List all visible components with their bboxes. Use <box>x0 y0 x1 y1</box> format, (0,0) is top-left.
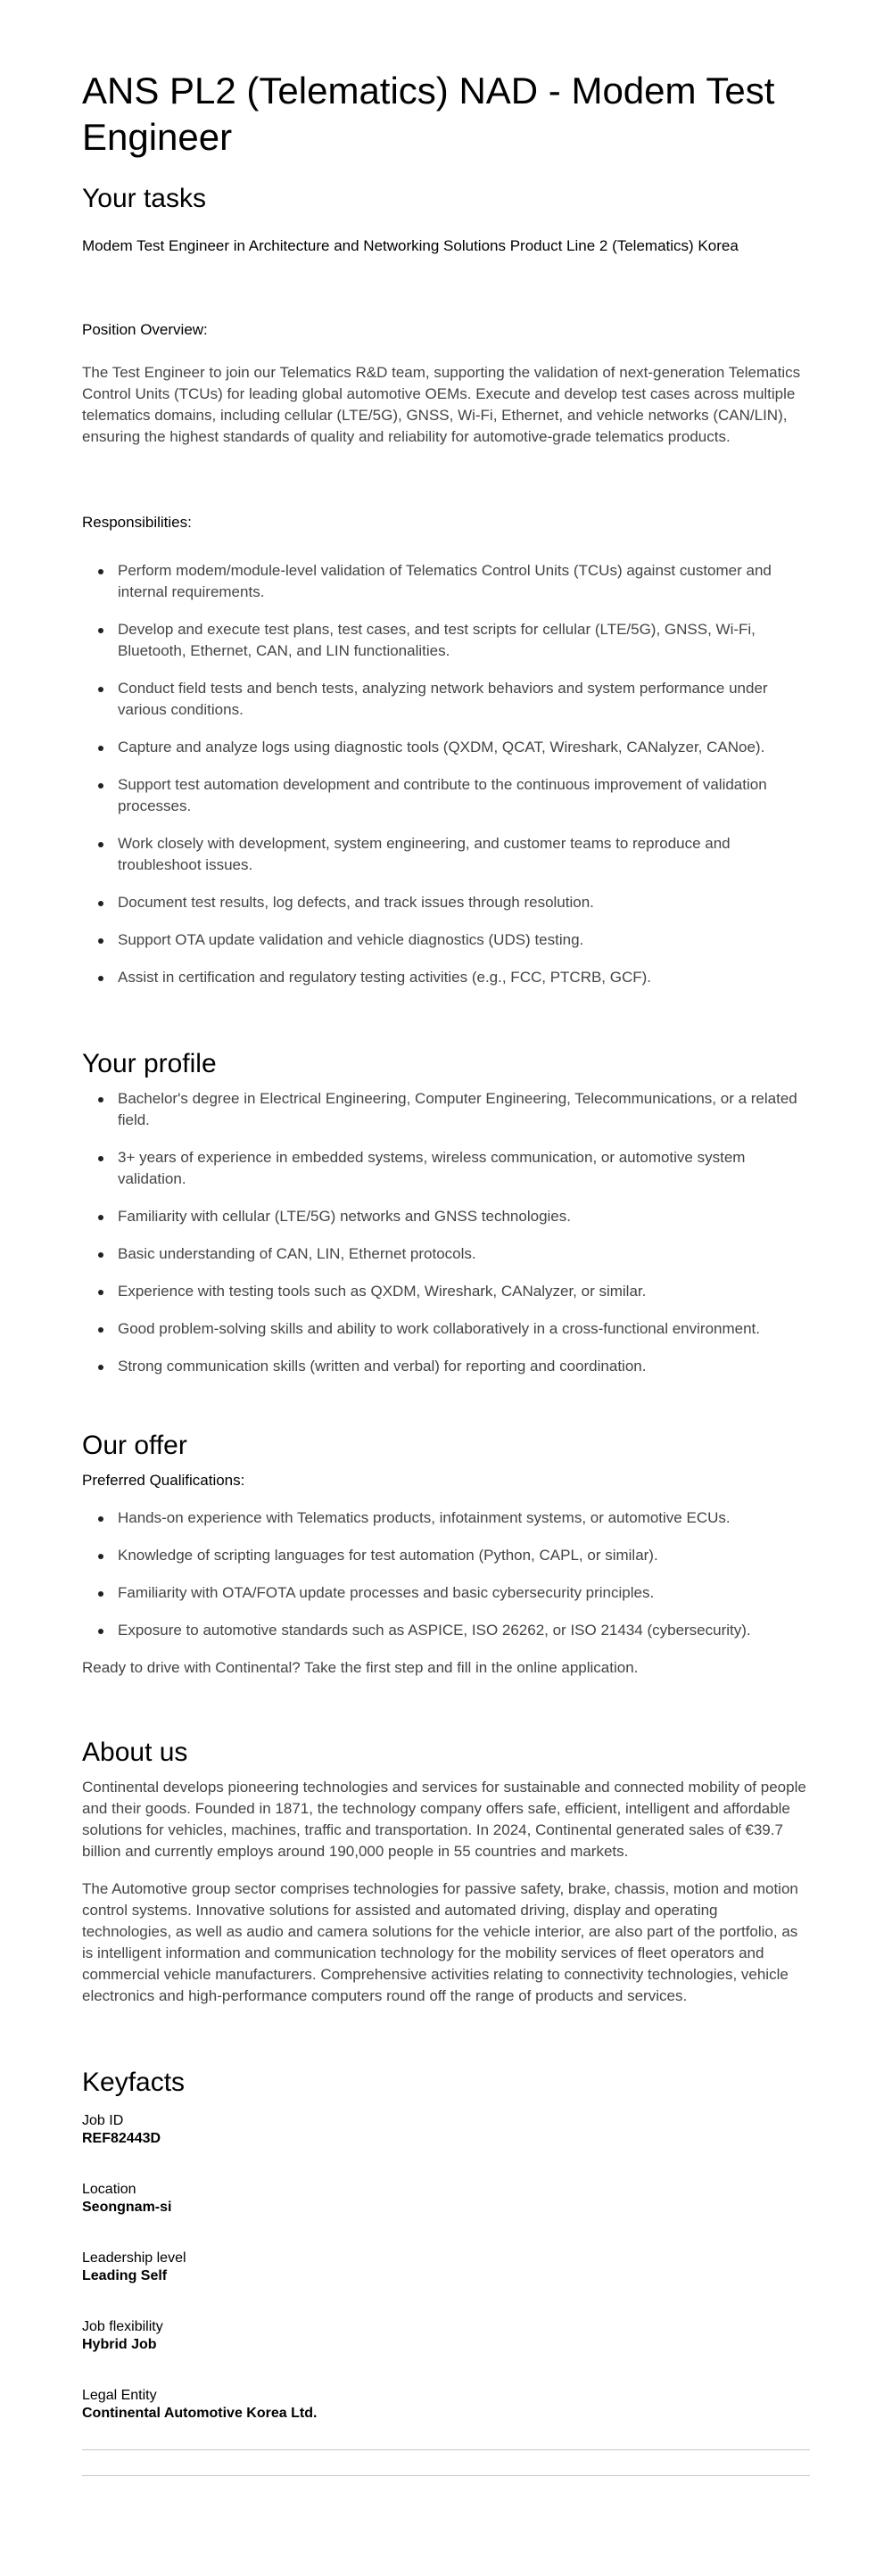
list-item: Experience with testing tools such as QXDM, Wireshark, CANalyzer, or similar. <box>118 1281 810 1302</box>
divider <box>82 2475 810 2476</box>
keyfact-value: Seongnam-si <box>82 2200 172 2215</box>
tasks-subtitle: Modem Test Engineer in Architecture and Networking Solutions Product Line 2 (Telematics) Korea <box>82 237 739 254</box>
list-item: Document test results, log defects, and track issues through resolution. <box>118 892 810 913</box>
profile-list <box>82 1088 810 1377</box>
list-item: 3+ years of experience in embedded systems, wireless communication, or automotive system validation. <box>118 1147 810 1190</box>
keyfact-value: Hybrid Job <box>82 2337 157 2352</box>
responsibilities-list <box>82 560 810 988</box>
overview-label: Position Overview: <box>82 321 208 338</box>
keyfact-label: Location <box>82 2182 136 2197</box>
list-item: Assist in certification and regulatory testing activities (e.g., FCC, PTCRB, GCF). <box>118 967 810 988</box>
list-item: Perform modem/module-level validation of Telematics Control Units (TCUs) against customer and internal requirements. <box>118 560 810 603</box>
list-item: Capture and analyze logs using diagnostic tools (QXDM, QCAT, Wireshark, CANalyzer, CANoe). <box>118 737 810 758</box>
keyfact-location <box>82 2181 810 2217</box>
list-item: Basic understanding of CAN, LIN, Ethernet protocols. <box>118 1243 810 1265</box>
keyfact-value: Continental Automotive Korea Ltd. <box>82 2406 318 2421</box>
about-paragraph-2: The Automotive group sector comprises technologies for passive safety, brake, chassis, motion and motion control systems. Innovative solutions for assisted and automated driving, display and operating technologies, as well as audio and camera solutions for the vehicle interior, are also part of the portfolio, as is intelligent information and communication technology for the mobility services of fleet operators and commercial vehicle manufacturers. Comprehensive activities relating to connectivity technologies, vehicle electronics and high-performance computers round off the range of products and services. <box>82 1880 798 2004</box>
keyfacts-section <box>82 2066 810 2476</box>
keyfact-job-id <box>82 2112 810 2148</box>
list-item: Strong communication skills (written and verbal) for reporting and coordination. <box>118 1356 810 1377</box>
about-paragraph-1: Continental develops pioneering technologies and services for sustainable and connected mobility of people and their goods. Founded in 1871, the technology company offers safe, efficient, intelligent and affordable solutions for vehicles, machines, traffic and transportation. In 2024, Continental generated sales of €39.7 billion and currently employs around 190,000 people in 55 countries and markets. <box>82 1779 806 1860</box>
offer-section <box>82 1429 810 1679</box>
tasks-section <box>82 182 810 988</box>
list-item: Hands-on experience with Telematics products, infotainment systems, or automotive ECUs. <box>118 1507 810 1529</box>
profile-section <box>82 1047 810 1377</box>
list-item: Work closely with development, system engineering, and customer teams to reproduce and troubleshoot issues. <box>118 833 810 876</box>
keyfact-legal-entity <box>82 2387 810 2423</box>
list-item: Support OTA update validation and vehicle diagnostics (UDS) testing. <box>118 929 810 951</box>
overview-text: The Test Engineer to join our Telematics R&D team, supporting the validation of next-generation Telematics Control Units (TCUs) for leading global automotive OEMs. Execute and develop test cases across multiple telematics domains, including cellular (LTE/5G), GNSS, Wi-Fi, Ethernet, and vehicle networks (CAN/LIN), ensuring the highest standards of quality and reliability for automotive-grade telematics products. <box>82 364 801 445</box>
cta-text: Ready to drive with Continental? Take the first step and fill in the online application. <box>82 1659 639 1676</box>
keyfact-label: Job flexibility <box>82 2319 163 2334</box>
keyfact-leadership-level <box>82 2250 810 2285</box>
list-item: Develop and execute test plans, test cases, and test scripts for cellular (LTE/5G), GNSS, Wi-Fi, Bluetooth, Ethernet, CAN, and LIN functionalities. <box>118 619 810 662</box>
list-item: Support test automation development and contribute to the continuous improvement of validation processes. <box>118 774 810 817</box>
offer-heading: Our offer <box>82 1431 187 1460</box>
list-item: Exposure to automotive standards such as ASPICE, ISO 26262, or ISO 21434 (cybersecurity). <box>118 1620 810 1641</box>
divider <box>82 2449 810 2450</box>
page-title: ANS PL2 (Telematics) NAD - Modem Test Engineer <box>82 70 775 158</box>
list-item: Familiarity with cellular (LTE/5G) networks and GNSS technologies. <box>118 1206 810 1227</box>
list-item: Familiarity with OTA/FOTA update processes and basic cybersecurity principles. <box>118 1582 810 1604</box>
keyfact-value: REF82443D <box>82 2131 161 2146</box>
keyfact-label: Job ID <box>82 2113 124 2128</box>
about-heading: About us <box>82 1738 188 1767</box>
keyfact-value: Leading Self <box>82 2268 168 2283</box>
list-item: Bachelor's degree in Electrical Engineering, Computer Engineering, Telecommunications, or a related field. <box>118 1088 810 1131</box>
keyfact-label: Leadership level <box>82 2250 186 2266</box>
keyfact-job-flexibility <box>82 2318 810 2354</box>
tasks-heading: Your tasks <box>82 184 206 213</box>
preferred-list <box>82 1507 810 1641</box>
profile-heading: Your profile <box>82 1049 217 1078</box>
keyfacts-heading: Keyfacts <box>82 2068 186 2097</box>
list-item: Good problem-solving skills and ability to work collaboratively in a cross-functional environment. <box>118 1318 810 1340</box>
about-section <box>82 1736 810 2007</box>
preferred-label: Preferred Qualifications: <box>82 1472 245 1489</box>
list-item: Conduct field tests and bench tests, analyzing network behaviors and system performance under various conditions. <box>118 678 810 721</box>
keyfact-label: Legal Entity <box>82 2388 157 2403</box>
list-item: Knowledge of scripting languages for test automation (Python, CAPL, or similar). <box>118 1545 810 1566</box>
responsibilities-label: Responsibilities: <box>82 514 192 531</box>
